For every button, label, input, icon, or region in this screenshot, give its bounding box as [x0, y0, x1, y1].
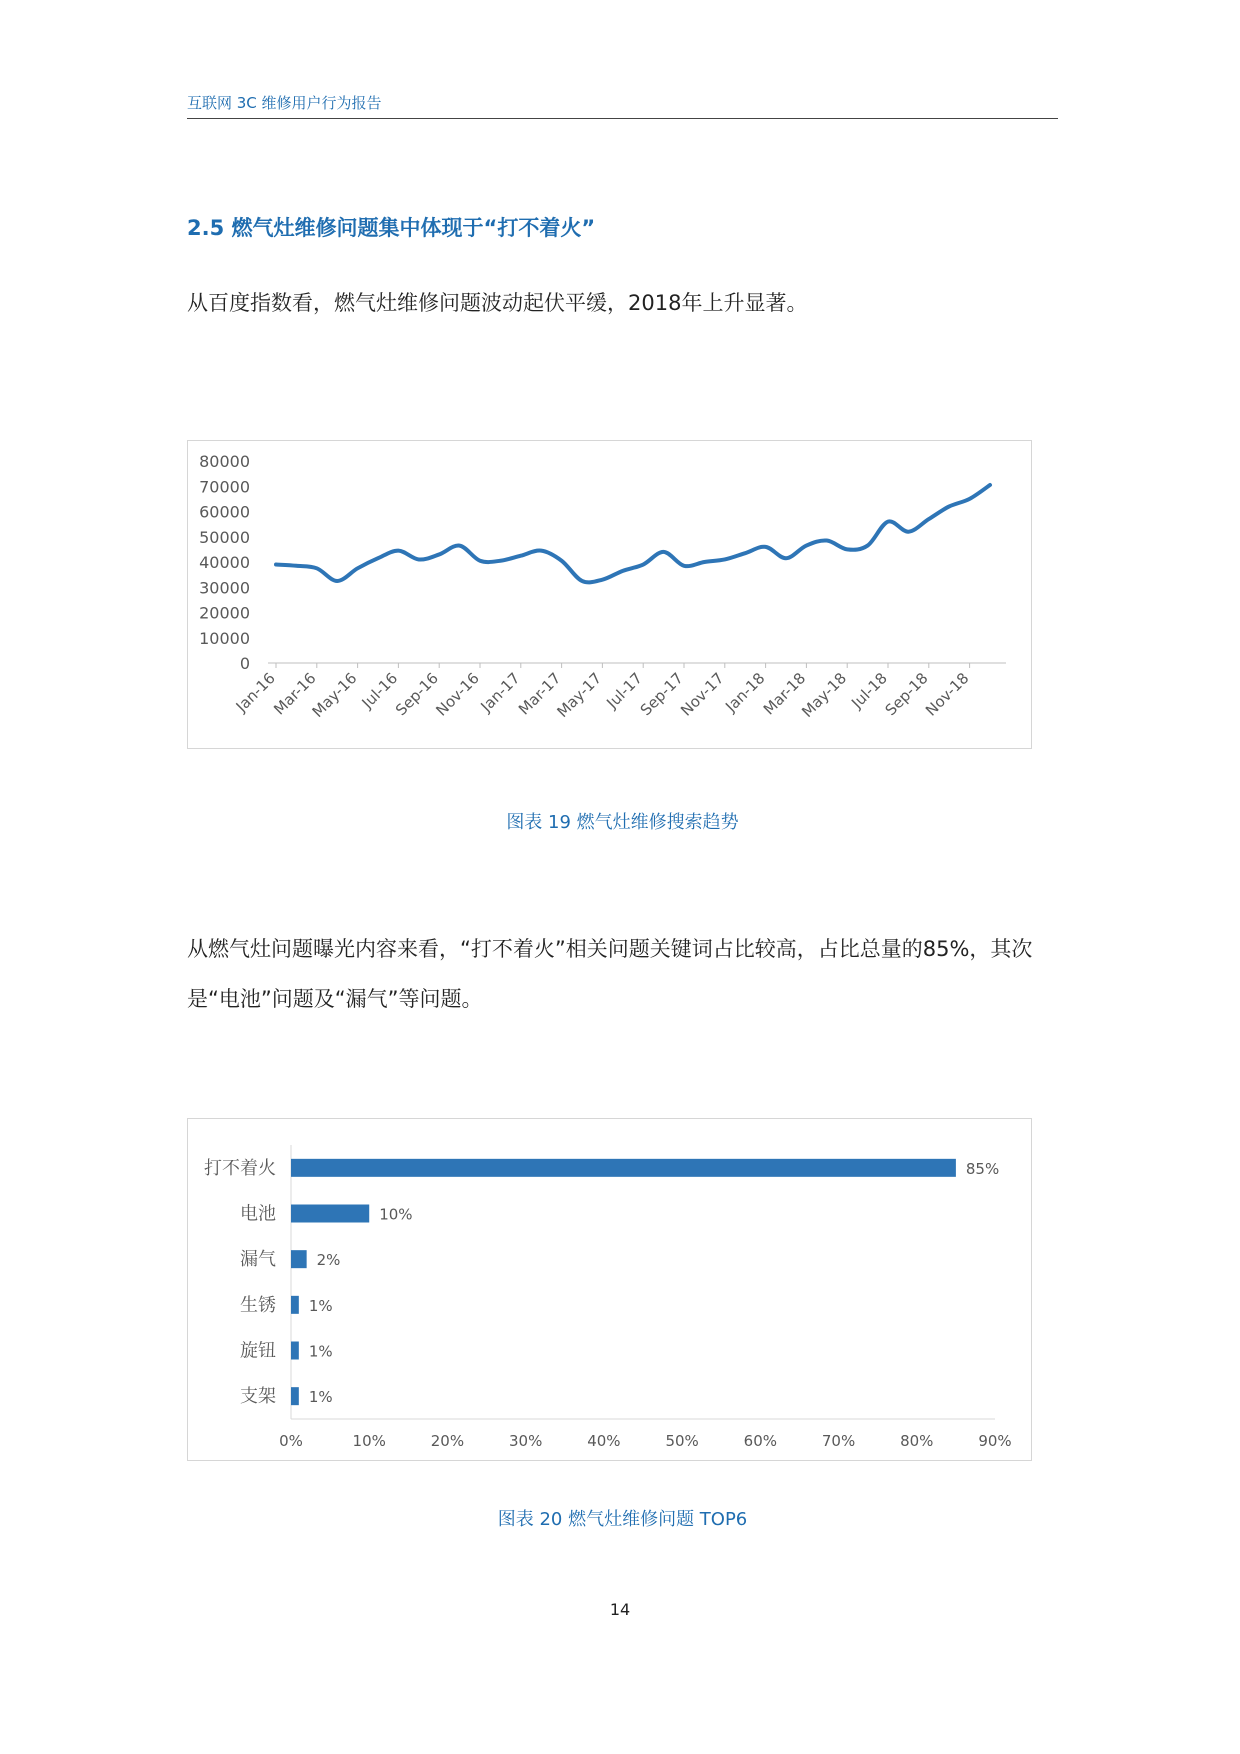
x-tick-label: Nov-17 — [677, 669, 728, 720]
y-tick-label: 30000 — [199, 578, 250, 598]
x-tick-label: Sep-17 — [636, 669, 687, 720]
data-label: 1% — [308, 1296, 333, 1315]
category-label: 支架 — [240, 1386, 276, 1408]
y-tick-label: 70000 — [199, 477, 250, 497]
x-tick-label: May-17 — [553, 669, 606, 721]
line-chart-frame — [187, 440, 1032, 749]
x-tick-label: Jan-18 — [722, 669, 769, 716]
x-tick-label: 70% — [821, 1432, 856, 1450]
x-tick-label: May-18 — [798, 669, 851, 721]
paragraph-2: 从燃气灶问题曝光内容来看，“打不着火”相关问题关键词占比较高，占比总量的85%，其次是“电池”问题及“漏气”等问题。 — [187, 937, 1033, 1011]
y-tick-label: 40000 — [199, 553, 250, 572]
bar — [291, 1342, 299, 1360]
bar — [291, 1387, 299, 1405]
x-tick-label: Mar-18 — [759, 669, 810, 719]
y-tick-label: 0 — [239, 654, 250, 673]
data-label: 1% — [308, 1342, 333, 1361]
y-tick-label: 50000 — [199, 527, 250, 547]
series-line — [276, 485, 990, 582]
bar — [291, 1250, 307, 1268]
x-tick-label: Jul-17 — [603, 669, 647, 712]
x-tick-label: 80% — [900, 1432, 934, 1450]
x-tick-label: Sep-16 — [391, 669, 443, 720]
x-tick-label: Jul-16 — [358, 669, 402, 712]
x-tick-label: Jan-16 — [232, 669, 279, 716]
section-title: 2.5 燃气灶维修问题集中体现于“打不着火” — [187, 216, 596, 240]
bar — [291, 1296, 299, 1314]
x-tick-label: 30% — [508, 1432, 543, 1450]
category-label: 漏气 — [240, 1249, 276, 1271]
data-label: 2% — [316, 1251, 341, 1270]
x-tick-label: Nov-16 — [432, 669, 483, 720]
y-tick-label: 20000 — [199, 603, 250, 623]
page-number: 14 — [609, 1600, 631, 1619]
bar — [291, 1159, 956, 1177]
bar — [291, 1205, 369, 1223]
data-label: 1% — [308, 1388, 333, 1407]
x-tick-label: Jan-17 — [477, 669, 524, 716]
y-tick-label: 10000 — [199, 628, 250, 648]
bar-chart-frame — [187, 1118, 1032, 1461]
x-tick-label: 50% — [665, 1432, 699, 1450]
category-label: 生锈 — [240, 1294, 276, 1316]
x-tick-label: 90% — [978, 1432, 1012, 1450]
x-tick-label: 60% — [743, 1432, 778, 1450]
x-tick-label: May-16 — [308, 669, 361, 721]
paragraph-1: 从百度指数看，燃气灶维修问题波动起伏平缓，2018年上升显著。 — [187, 291, 808, 315]
category-label: 旋钮 — [240, 1340, 276, 1362]
x-tick-label: Mar-16 — [270, 669, 320, 719]
x-tick-label: 0% — [279, 1432, 303, 1450]
x-tick-label: Sep-18 — [881, 669, 932, 720]
x-tick-label: 40% — [587, 1432, 621, 1450]
header-divider — [187, 118, 1058, 119]
report-header-title: 互联网 3C 维修用户行为报告 — [187, 94, 382, 112]
category-label: 打不着火 — [204, 1157, 276, 1179]
data-label: 85% — [965, 1159, 1000, 1178]
top6-issues-bar-chart — [188, 1119, 1031, 1460]
figure-19-caption: 图表 19 燃气灶维修搜索趋势 — [506, 812, 739, 833]
x-tick-label: Jul-18 — [847, 669, 891, 712]
data-label: 10% — [379, 1205, 413, 1224]
x-tick-label: Mar-17 — [515, 669, 565, 719]
category-label: 电池 — [240, 1203, 276, 1225]
x-tick-label: Nov-18 — [921, 669, 973, 720]
y-tick-label: 60000 — [199, 502, 250, 522]
y-tick-label: 80000 — [199, 452, 250, 471]
x-tick-label: 20% — [430, 1432, 465, 1450]
x-tick-label: 10% — [352, 1432, 386, 1450]
search-trend-line-chart — [188, 441, 1031, 748]
figure-20-caption: 图表 20 燃气灶维修问题 TOP6 — [497, 1509, 748, 1530]
